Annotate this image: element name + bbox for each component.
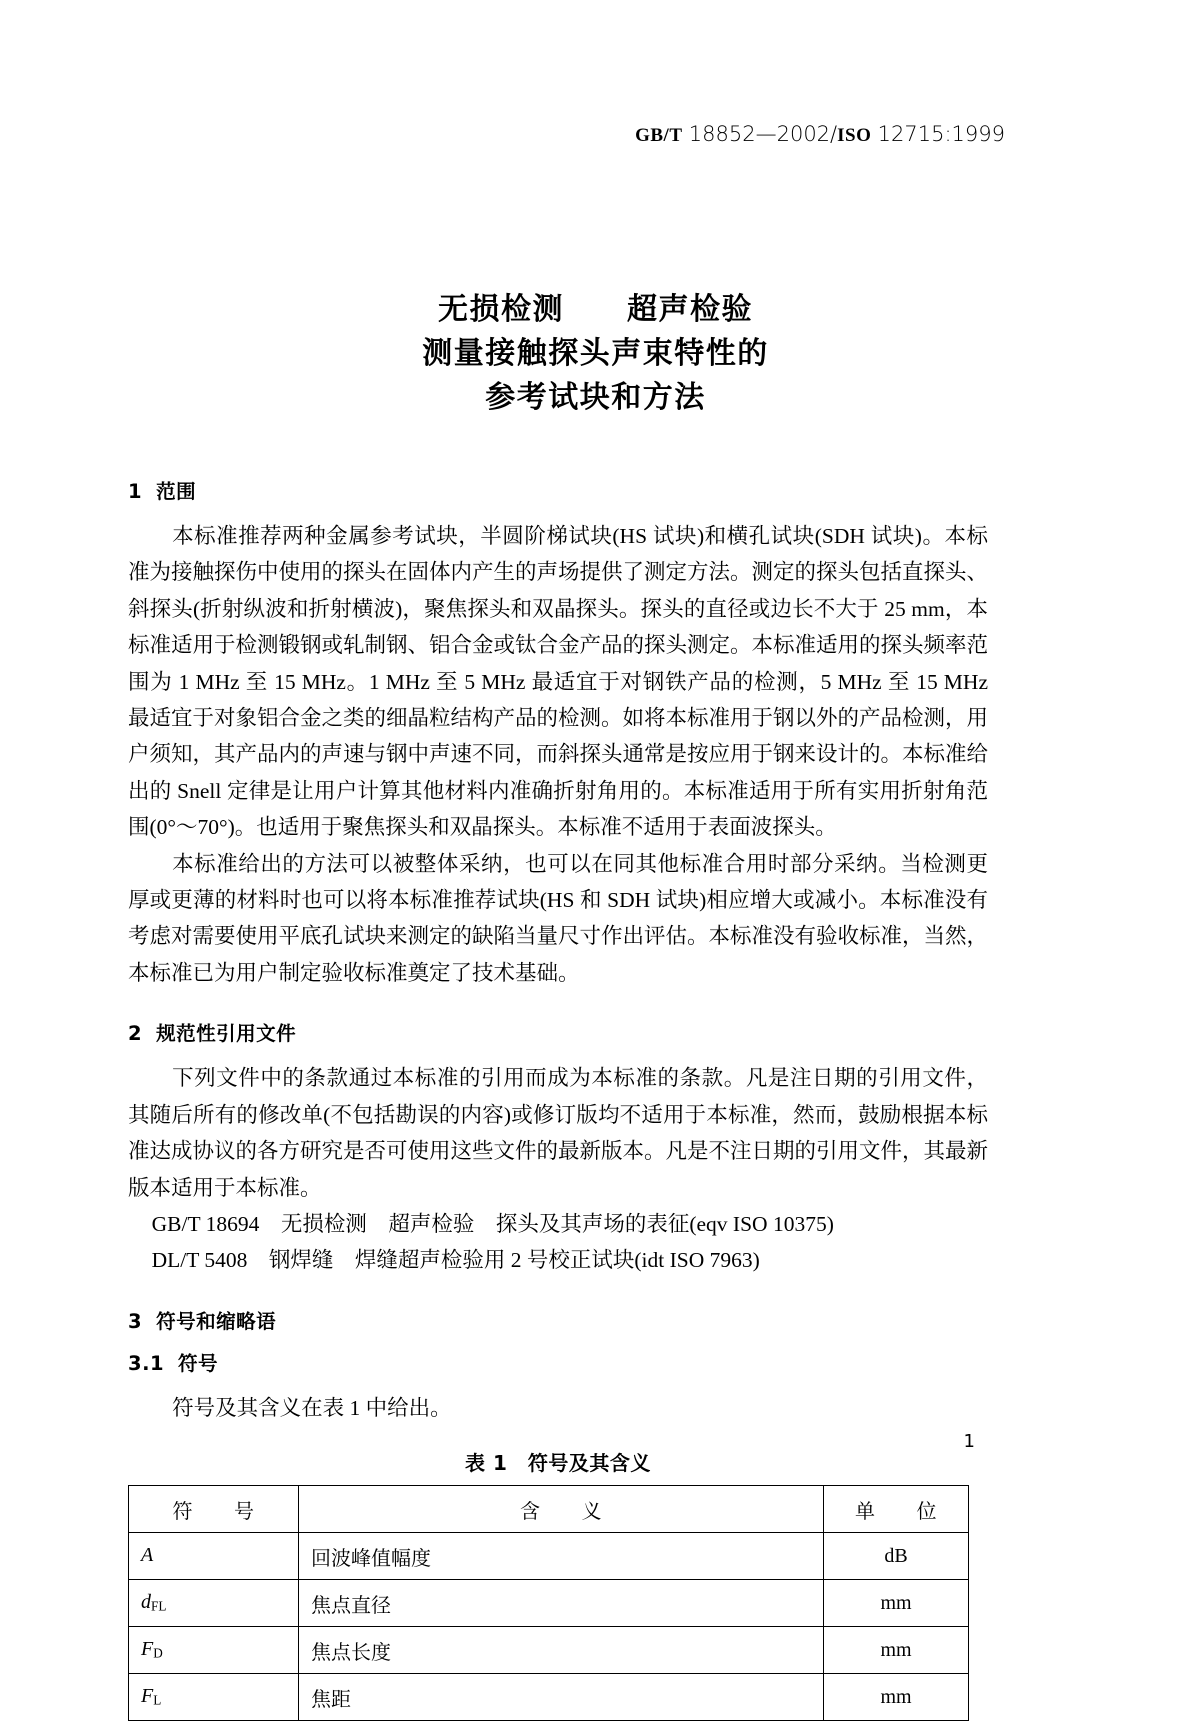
section-heading-normative-refs: [128, 1018, 988, 1046]
cell-symbol: [129, 1627, 299, 1674]
section-1-number: 1: [128, 480, 143, 503]
cell-symbol: [129, 1533, 299, 1580]
section-1-label: 范围: [156, 480, 197, 503]
reference-item-gbt18694: GB/T 18694 无损检测 超声检验 探头及其声场的表征(eqv ISO 10375): [151, 1211, 834, 1236]
running-header: [0, 122, 1005, 147]
table-header-row: [129, 1486, 969, 1533]
section-heading-scope: [128, 476, 988, 504]
cell-meaning: 焦点直径: [299, 1580, 824, 1627]
document-body: [128, 476, 988, 1721]
cell-unit: dB: [824, 1533, 969, 1580]
section-3-label: 符号和缩略语: [156, 1309, 277, 1333]
cell-symbol: [129, 1580, 299, 1627]
header-gb-prefix: GB/T: [635, 125, 683, 146]
cell-meaning: 回波峰值幅度: [299, 1533, 824, 1580]
cell-unit: mm: [824, 1627, 969, 1674]
symbol-subscript: L: [153, 1692, 162, 1708]
symbol-subscript: D: [153, 1645, 163, 1661]
section-heading-symbols-abbrev: [128, 1306, 988, 1334]
section-2-label: 规范性引用文件: [156, 1022, 297, 1046]
section-heading-symbols: [128, 1348, 988, 1376]
symbol-base: A: [141, 1544, 154, 1567]
cell-meaning: 焦点长度: [299, 1627, 824, 1674]
cell-unit: mm: [824, 1674, 969, 1721]
cell-symbol: [129, 1674, 299, 1721]
section-3-1-number: 3.1: [128, 1351, 165, 1375]
cell-meaning: 焦距: [299, 1674, 824, 1721]
header-gb-number: 18852—2002/: [688, 122, 838, 146]
reference-item-dlt5408: DL/T 5408 钢焊缝 焊缝超声检验用 2 号校正试块(idt ISO 7963): [151, 1248, 760, 1273]
header-iso-number: 12715:1999: [877, 122, 1005, 146]
symbol-base: d: [141, 1591, 151, 1614]
section-3-1-label: 符号: [178, 1351, 219, 1375]
symbols-table: [128, 1485, 969, 1721]
paragraph-normative-refs: 下列文件中的条款通过本标准的引用而成为本标准的条款。凡是注日期的引用文件，其随后所有的修改单(不包括勘误的内容)或修订版均不适用于本标准，然而，鼓励根据本标准达成协议的各方研究是否可使用这些文件的最新版本。凡是不注日期的引用文件，其最新版本适用于本标准。: [128, 1066, 989, 1200]
header-iso-prefix: ISO: [837, 125, 872, 146]
title-line-3: 参考试块和方法: [485, 380, 706, 415]
table-row: [129, 1533, 969, 1580]
cell-unit: mm: [824, 1580, 969, 1627]
paragraph-scope-2: 本标准给出的方法可以被整体采纳，也可以在同其他标准合用时部分采纳。当检测更厚或更薄的材料时也可以将本标准推荐试块(HS 和 SDH 试块)相应增大或减小。本标准没有考虑对需要使用平底孔试块来测定的缺陷当量尺寸作出评估。本标准没有验收标准，当然，本标准已为用户制定验收标准奠定了技术基础。: [128, 851, 989, 985]
paragraph-symbols-intro: 符号及其含义在表 1 中给出。: [172, 1395, 452, 1420]
symbols-table-body: [129, 1533, 969, 1721]
paragraph-scope-1: 本标准推荐两种金属参考试块，半圆阶梯试块(HS 试块)和横孔试块(SDH 试块)。本标准为接触探伤中使用的探头在固体内产生的声场提供了测定方法。测定的探头包括直探头、斜探头(折射纵波和折射横波)，聚焦探头和双晶探头。探头的直径或边长不大于 25 mm，本标准适用于检测锻钢或轧制钢、铝合金或钛合金产品的探头测定。本标准适用的探头频率范围为 1 MHz 至 15 MHz。1 MHz 至 5 MHz 最适宜于对钢铁产品的检测，5 MHz 至 15 MHz 最适宜于对象铝合金之类的细晶粒结构产品的检测。如将本标准用于钢以外的产品检测，用户须知，其产品内的声速与钢中声速不同，而斜探头通常是按应用于钢来设计的。本标准给出的 Snell 定律是让用户计算其他材料内准确折射角用的。本标准适用于所有实用折射角范围(0°～70°)。也适用于聚焦探头和双晶探头。本标准不适用于表面波探头。: [128, 524, 989, 840]
table-header-symbol: 符 号: [129, 1486, 299, 1533]
table-row: [129, 1674, 969, 1721]
table-row: [129, 1627, 969, 1674]
table-row: [129, 1580, 969, 1627]
page-number: 1: [963, 1431, 975, 1452]
section-3-number: 3: [128, 1309, 143, 1333]
title-line-2: 测量接触探头声束特性的: [422, 336, 769, 371]
symbol-base: F: [141, 1638, 154, 1661]
document-title: [0, 288, 1191, 420]
title-line-1: 无损检测 超声检验: [438, 292, 753, 327]
section-2-number: 2: [128, 1022, 143, 1046]
table-1-caption: 表 1 符号及其含义: [465, 1451, 651, 1476]
symbol-base: F: [141, 1685, 154, 1708]
symbol-subscript: FL: [151, 1598, 167, 1614]
table-header-unit: 单 位: [824, 1486, 969, 1533]
table-header-meaning: 含 义: [299, 1486, 824, 1533]
